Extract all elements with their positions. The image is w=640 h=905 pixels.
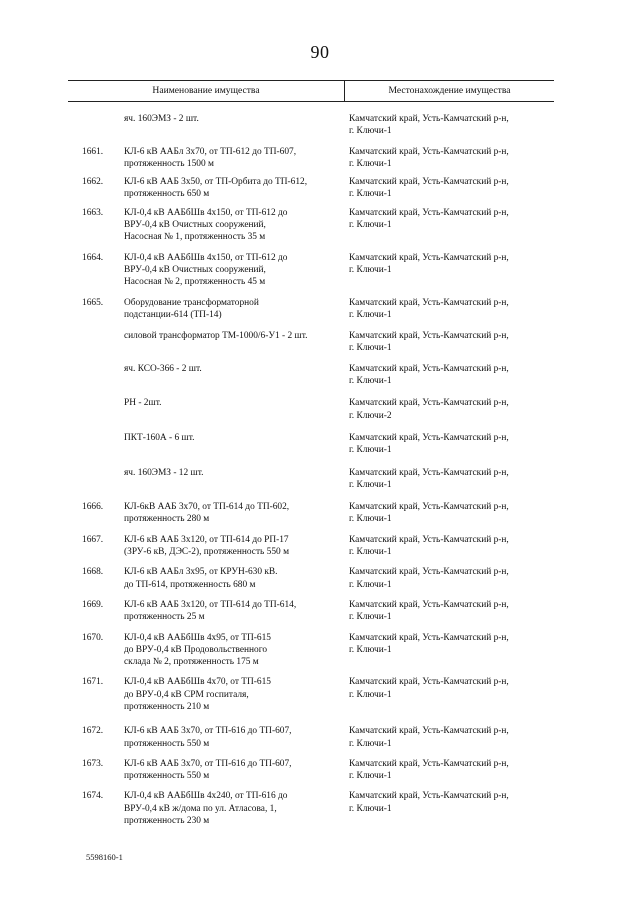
property-name: силовой трансформатор ТМ-1000/6-У1 - 2 шт. (124, 331, 308, 342)
property-name: КЛ-6 кВ ААБ 3х70, от ТП-616 до ТП-607, протяженность 550 м (124, 758, 292, 782)
table-row (0, 676, 640, 713)
row-number: 1673. (82, 758, 104, 769)
property-location: Камчатский край, Усть-Камчатский р-н, г. Ключи-1 (349, 758, 509, 782)
row-number: 1664. (82, 252, 104, 263)
property-location: Камчатский край, Усть-Камчатский р-н, г. Ключи-1 (349, 114, 509, 137)
document-code: 5598160-1 (86, 852, 123, 862)
table-row (0, 725, 640, 750)
row-number: 1662. (82, 177, 104, 188)
row-number: 1666. (82, 502, 104, 513)
property-location: Камчатский край, Усть-Камчатский р-н, г. Ключи-1 (349, 791, 509, 814)
property-location: Камчатский край, Усть-Камчатский р-н, г. Ключи-1 (349, 207, 509, 231)
property-name: КЛ-0,4 кВ ААБбШв 4х150, от ТП-612 до ВРУ-0,4 кВ Очистных сооружений, Насосная № 2, протяженность 45 м (124, 252, 288, 288)
table-row (0, 758, 640, 783)
property-location: Камчатский край, Усть-Камчатский р-н, г. Ключи-1 (349, 363, 509, 387)
property-location: Камчатский край, Усть-Камчатский р-н, г. Ключи-1 (349, 432, 509, 456)
property-location: Камчатский край, Усть-Камчатский р-н, г. Ключи-1 (349, 502, 509, 525)
property-name: КЛ-0,4 кВ ААБбШв 4х95, от ТП-615 до ВРУ-0,4 кВ Продовольственного склада № 2, протяженность 175 м (124, 632, 271, 668)
property-name: яч. КСО-366 - 2 шт. (124, 363, 202, 374)
property-location: Камчатский край, Усть-Камчатский р-н, г. Ключи-1 (349, 567, 509, 590)
property-name: КЛ-6кВ ААБ 3х70, от ТП-614 до ТП-602, протяженность 280 м (124, 502, 290, 525)
property-name: КЛ-6 кВ ААБ 3х50, от ТП-Орбита до ТП-612, протяженность 650 м (124, 177, 308, 200)
property-location: Камчатский край, Усть-Камчатский р-н, г. Ключи-1 (349, 632, 509, 655)
table-row (0, 330, 640, 355)
property-name: КЛ-6 кВ ААБ 3х70, от ТП-616 до ТП-607, протяженность 550 м (124, 726, 292, 749)
row-number: 1669. (82, 599, 104, 610)
table-row (0, 790, 640, 827)
property-location: Камчатский край, Усть-Камчатский р-н, г. Ключи-1 (349, 331, 509, 354)
table-row (0, 397, 640, 422)
header-name-column: Наименование имущества (152, 85, 260, 96)
property-name: КЛ-6 кВ ААБл 3х70, от ТП-612 до ТП-607, протяженность 1500 м (124, 146, 297, 169)
table-row (0, 113, 640, 138)
property-name: КЛ-6 кВ ААБл 3х95, от КРУН-630 кВ. до ТП-614, протяженность 680 м (124, 567, 278, 590)
row-number: 1670. (82, 632, 104, 643)
row-number: 1668. (82, 567, 104, 578)
property-location: Камчатский край, Усть-Камчатский р-н, г. Ключи-1 (349, 297, 509, 320)
table-row (0, 207, 640, 244)
property-location: Камчатский край, Усть-Камчатский р-н, г. Ключи-1 (349, 467, 509, 490)
table-row (0, 632, 640, 669)
property-name: КЛ-0,4 кВ ААБбШв 4х70, от ТП-615 до ВРУ-0,4 кВ СРМ госпиталя, протяженность 210 м (124, 677, 271, 712)
property-name: КЛ-6 кВ ААБ 3х120, от ТП-614 до ТП-614, протяженность 25 м (124, 599, 297, 623)
table-row (0, 297, 640, 322)
property-location: Камчатский край, Усть-Камчатский р-н, г. Ключи-1 (349, 177, 509, 200)
property-name: РН - 2шт. (124, 398, 162, 409)
property-location: Камчатский край, Усть-Камчатский р-н, г. Ключи-1 (349, 599, 509, 623)
property-location: Камчатский край, Усть-Камчатский р-н, г. Ключи-1 (349, 726, 509, 749)
property-name: ПКТ-160А - 6 шт. (124, 432, 195, 443)
table-row (0, 363, 640, 388)
table-row (0, 501, 640, 526)
row-number: 1674. (82, 791, 104, 802)
page-number: 90 (310, 42, 330, 62)
property-location: Камчатский край, Усть-Камчатский р-н, г. Ключи-1 (349, 146, 509, 169)
table-row (0, 467, 640, 492)
header-location-column: Местонахождение имущества (388, 85, 511, 96)
property-table (0, 113, 640, 835)
property-name: КЛ-0,4 кВ ААБбШв 4х150, от ТП-612 до ВРУ-0,4 кВ Очистных сооружений, Насосная № 1, протяженность 35 м (124, 207, 288, 243)
property-name: КЛ-6 кВ ААБ 3х120, от ТП-614 до РП-17 (ЗРУ-6 кВ, ДЭС-2), протяженность 550 м (124, 534, 290, 558)
table-row (0, 599, 640, 624)
row-number: 1671. (82, 677, 104, 688)
property-name: КЛ-0,4 кВ ААБбШв 4х240, от ТП-616 до ВРУ-0,4 кВ ж/дома по ул. Атласова, 1, протяженность 230 м (124, 791, 288, 827)
property-location: Камчатский край, Усть-Камчатский р-н, г. Ключи-1 (349, 252, 509, 275)
row-number: 1665. (82, 297, 104, 308)
property-name: яч. 160ЭМЗ - 12 шт. (124, 467, 204, 478)
table-row (0, 176, 640, 201)
row-number: 1667. (82, 534, 104, 545)
property-name: яч. 160ЭМЗ - 2 шт. (124, 114, 199, 124)
property-location: Камчатский край, Усть-Камчатский р-н, г. Ключи-1 (349, 677, 509, 700)
table-row (0, 432, 640, 457)
property-name: Оборудование трансформаторной подстанции-614 (ТП-14) (124, 297, 259, 320)
property-location: Камчатский край, Усть-Камчатский р-н, г. Ключи-2 (349, 398, 509, 421)
table-row (0, 146, 640, 171)
row-number: 1661. (82, 146, 104, 157)
table-header (68, 80, 554, 102)
table-row (0, 252, 640, 289)
row-number: 1663. (82, 207, 104, 218)
table-row (0, 566, 640, 591)
table-row (0, 534, 640, 559)
row-number: 1672. (82, 726, 104, 737)
property-location: Камчатский край, Усть-Камчатский р-н, г. Ключи-1 (349, 534, 509, 558)
